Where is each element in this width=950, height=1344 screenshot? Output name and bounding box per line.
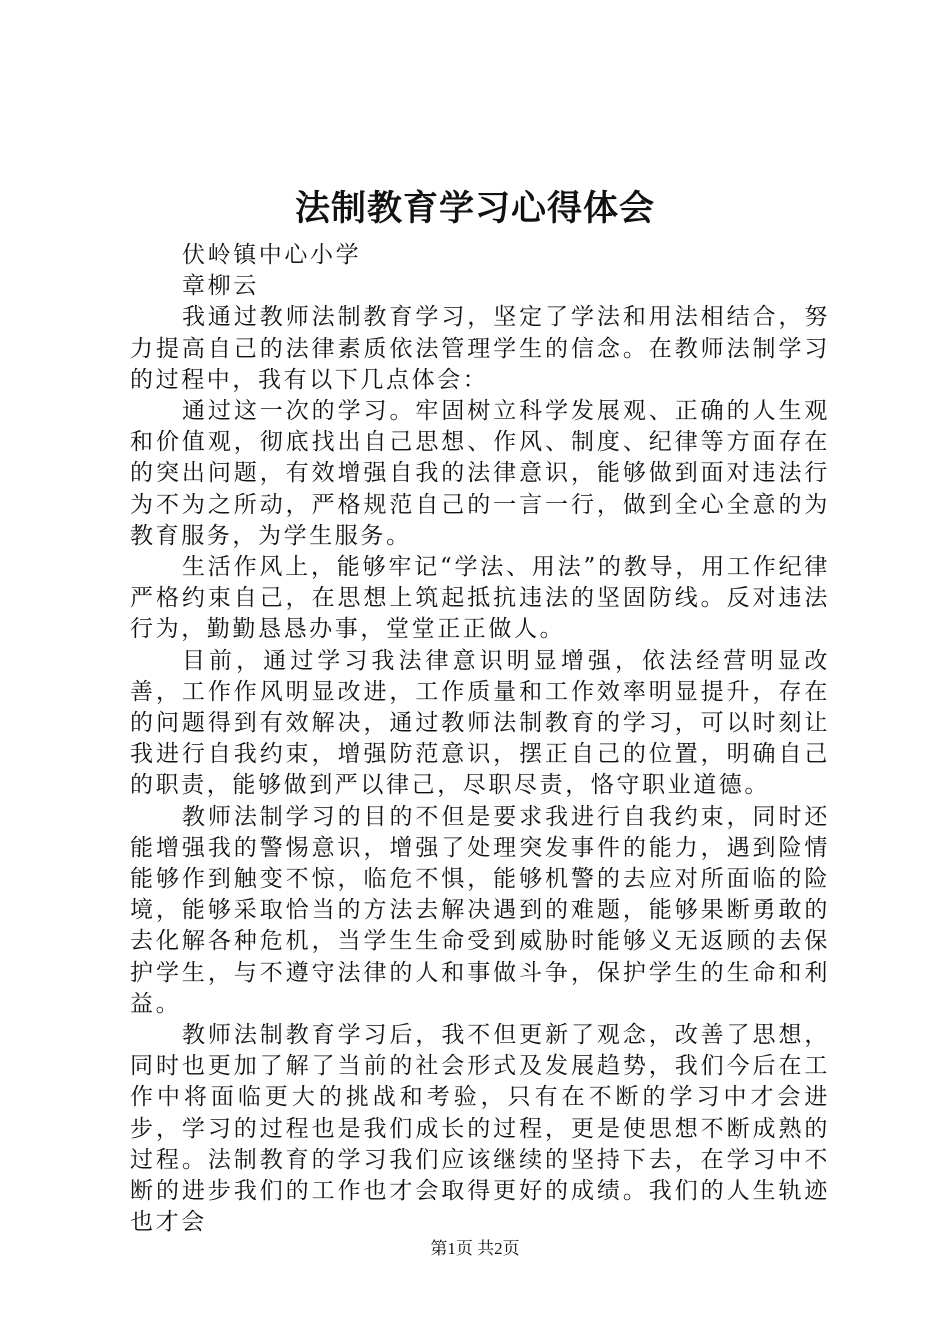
paragraph: 目前，通过学习我法律意识明显增强，依法经营明显改善，工作作风明显改进，工作质量和工作效率明显提升，存在的问题得到有效解决，通过教师法制教育的学习，可以时刻让我进行自我约束，增强防范意识，摆正自己的位置，明确自己的职责，能够做到严以律己，尽职尽责，恪守职业道德。 [130, 647, 830, 799]
document-body [130, 240, 830, 1239]
school-line: 伏岭镇中心小学 [182, 242, 362, 268]
paragraph: 我通过教师法制教育学习，坚定了学法和用法相结合，努力提高自己的法律素质依法管理学生的信念。在教师法制学习的过程中，我有以下几点体会： [130, 304, 830, 393]
paragraph: 教师法制学习的目的不但是要求我进行自我约束，同时还能增强我的警惕意识，增强了处理突发事件的能力，遇到险情能够作到触变不惊，临危不惧，能够机警的去应对所面临的险境，能够采取恰当的方法去解决遇到的难题，能够果断勇敢的去化解各种危机，当学生生命受到威胁时能够义无返顾的去保护学生，与不遵守法律的人和事做斗争，保护学生的生命和利益。 [130, 803, 830, 1017]
author-line: 章柳云 [182, 273, 259, 300]
paragraph: 生活作风上，能够牢记“学法、用法”的教导，用工作纪律严格约束自己，在思想上筑起抵抗违法的坚固防线。反对违法行为，勤勤恳恳办事，堂堂正正做人。 [130, 554, 830, 643]
document-title: 法制教育学习心得体会 [294, 188, 655, 229]
page-footer: 第1页 共2页 [430, 1239, 520, 1258]
paragraph: 教师法制教育学习后，我不但更新了观念，改善了思想，同时也更加了解了当前的社会形式及发展趋势，我们今后在工作中将面临更大的挑战和考验，只有在不断的学习中才会进步，学习的过程也是我们成长的过程，更是使思想不断成熟的过程。法制教育的学习我们应该继续的坚持下去，在学习中不断的进步我们的工作也才会取得更好的成绩。我们的人生轨迹也才会 [130, 1022, 830, 1236]
paragraph: 通过这一次的学习。牢固树立科学发展观、正确的人生观和价值观，彻底找出自己思想、作风、制度、纪律等方面存在的突出问题，有效增强自我的法律意识，能够做到面对违法行为不为之所动，严格规范自己的一言一行，做到全心全意的为教育服务，为学生服务。 [130, 398, 830, 549]
